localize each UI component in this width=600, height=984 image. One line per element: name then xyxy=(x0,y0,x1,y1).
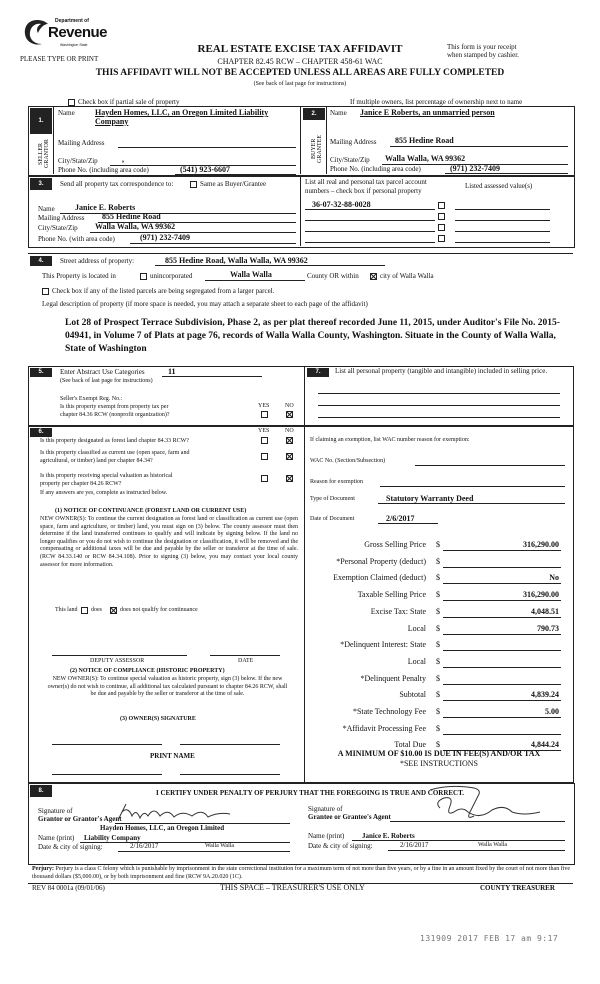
form-revision: REV 84 0001a (09/01/06) xyxy=(32,884,105,892)
street-address-value[interactable]: 855 Hedine Road, Walla Walla, WA 99362 xyxy=(165,256,308,265)
buyer-phone-label: Phone No. (including area code) xyxy=(330,165,421,173)
section-4-number: 4. xyxy=(30,256,52,266)
treasurer-space-label: THIS SPACE – TREASURER'S USE ONLY xyxy=(220,883,365,892)
parcel-1-personal-checkbox[interactable] xyxy=(438,202,445,209)
form-chapter: CHAPTER 82.45 RCW – CHAPTER 458-61 WAC xyxy=(217,57,383,66)
forest-land-yes-checkbox[interactable] xyxy=(261,437,268,444)
parcel-1-value[interactable]: 36-07-32-88-0028 xyxy=(312,200,371,209)
partial-sale-checkbox[interactable] xyxy=(68,99,75,106)
perjury-label: Perjury: xyxy=(32,866,54,872)
answers-note: If any answers are yes, complete as instructed below. xyxy=(40,490,168,496)
forest-land-no-checkbox[interactable] xyxy=(286,437,293,444)
exempt-question-1: Is this property exempt from property tax per xyxy=(60,404,169,410)
minimum-due-note: A MINIMUM OF $10.00 IS DUE IN FEE(S) AND/OR TAX xyxy=(337,749,541,758)
seller-name-1[interactable]: Hayden Homes, LLC, an Oregon Limited Liability xyxy=(95,108,269,117)
grantee-date-city-label: Date & city of signing: xyxy=(308,842,373,850)
fee-dollar-sign: $ xyxy=(436,707,440,716)
legal-description-label: Legal description of property (if more space is needed, you may attach a separate sheet to each page of the affidavit) xyxy=(42,300,368,308)
assessed-header: Listed assessed value(s) xyxy=(465,182,533,190)
notice-continuance-title: (1) NOTICE OF CONTINUANCE (FOREST LAND OR CURRENT USE) xyxy=(55,508,247,514)
send-correspondence-label: Send all property tax correspondence to: xyxy=(60,180,174,188)
fee-dollar-sign: $ xyxy=(436,540,440,549)
logo-dept-text: Department of xyxy=(55,18,89,24)
tax-phone-label: Phone No. (with area code) xyxy=(38,235,115,243)
located-in-label: This Property is located in xyxy=(42,272,116,280)
parcel-header-2: numbers – check box if personal property xyxy=(305,187,422,195)
county-value[interactable]: Walla Walla xyxy=(230,270,272,279)
fee-value[interactable]: No xyxy=(549,573,559,583)
grantor-signature[interactable] xyxy=(112,802,262,824)
multi-owner-note: If multiple owners, list percentage of ownership next to name xyxy=(350,98,523,106)
tax-mailing-label: Mailing Address xyxy=(38,214,85,222)
grantor-sig-label-2: Grantor or Grantor's Agent xyxy=(38,815,122,823)
type-or-print: PLEASE TYPE OR PRINT xyxy=(20,55,99,63)
fee-dollar-sign: $ xyxy=(436,590,440,600)
current-use-question-1: Is this property classified as current use (open space, farm and xyxy=(40,450,190,456)
grantor-sig-label-1: Signature of xyxy=(38,807,73,815)
grantor-date-value[interactable]: 2/16/2017 xyxy=(130,842,159,850)
parcel-4-personal-checkbox[interactable] xyxy=(438,235,445,242)
segregated-checkbox[interactable] xyxy=(42,288,49,295)
print-name-label: PRINT NAME xyxy=(150,752,195,760)
fee-label: Gross Selling Price xyxy=(364,540,426,549)
grantor-city-value[interactable]: Walla Walla xyxy=(205,843,235,849)
document-type-value[interactable]: Statutory Warranty Deed xyxy=(386,494,474,503)
seller-phone-label: Phone No. (including area code) xyxy=(58,166,149,174)
tax-name-value[interactable]: Janice E. Roberts xyxy=(75,203,136,212)
abstract-categories-note: (See back of last page for instructions) xyxy=(60,378,153,384)
fee-label: *State Technology Fee xyxy=(352,707,426,716)
abstract-categories-label: Enter Abstract Use Categories xyxy=(60,368,145,376)
fee-dollar-sign: $ xyxy=(436,656,440,666)
segregated-label: Check box if any of the listed parcels are being segregated from a larger parcel. xyxy=(52,287,275,295)
historic-yes-checkbox[interactable] xyxy=(261,475,268,482)
fee-value[interactable]: 5.00 xyxy=(545,707,559,716)
form-warning: THIS AFFIDAVIT WILL NOT BE ACCEPTED UNLESS ALL AREAS ARE FULLY COMPLETED xyxy=(95,68,505,78)
fee-value[interactable]: 4,844.24 xyxy=(531,740,559,750)
document-date-value[interactable]: 2/6/2017 xyxy=(386,514,415,523)
grantor-name-1[interactable]: Hayden Homes, LLC, an Oregon Limited xyxy=(100,824,225,832)
tax-city-label: City/State/Zip xyxy=(38,224,78,232)
unincorporated-checkbox[interactable] xyxy=(140,273,147,280)
buyer-name-label: Name xyxy=(330,109,347,117)
exempt-no-header: NO xyxy=(285,403,294,409)
receipt-note-1: This form is your receipt xyxy=(447,43,517,51)
land-does-checkbox[interactable] xyxy=(81,607,88,614)
reason-exemption-label: Reason for exemption xyxy=(310,479,363,485)
document-date-label: Date of Document xyxy=(310,516,355,522)
parcel-3-personal-checkbox[interactable] xyxy=(438,224,445,231)
fee-dollar-sign: $ xyxy=(436,740,440,750)
parcel-2-personal-checkbox[interactable] xyxy=(438,213,445,220)
section6-no-header: NO xyxy=(285,428,294,434)
fee-value[interactable]: 316,290.00 xyxy=(523,590,559,600)
receipt-note-2: when stamped by cashier. xyxy=(447,51,519,59)
grantee-date-value[interactable]: 2/16/2017 xyxy=(400,841,429,849)
fee-label: Local xyxy=(407,656,426,666)
grantor-name-print-label: Name (print) xyxy=(38,834,75,842)
buyer-city-label: City/State/Zip xyxy=(330,156,370,164)
assessor-date-label: DATE xyxy=(238,658,254,664)
fee-label: Exemption Claimed (deduct) xyxy=(333,573,426,583)
notice-compliance-text: NEW OWNER(S): To continue special valuation as historic property, sign (3) below. If the new owner(s) do not wish to continue, all additional tax calculated pursuant to chapter 84.26 RCW, shall be due and payable by the seller or transferor at the time of sale. xyxy=(47,676,288,698)
see-instructions-note: *SEE INSTRUCTIONS xyxy=(399,759,478,768)
fee-value[interactable]: 316,290.00 xyxy=(523,540,559,549)
unincorporated-label: unincorporated xyxy=(150,272,193,280)
document-type-label: Type of Document xyxy=(310,496,355,502)
seller-phone-value[interactable]: (541) 923-6607 xyxy=(180,165,230,174)
fee-label: Total Due xyxy=(394,740,426,750)
buyer-grantee-label: BUYER GRANTEE xyxy=(311,135,323,163)
section6-yes-header: YES xyxy=(258,428,270,434)
street-address-label: Street address of property: xyxy=(60,257,135,265)
fee-label: Local xyxy=(407,623,426,633)
buyer-mailing-label: Mailing Address xyxy=(330,138,377,146)
tax-name-label: Name xyxy=(38,205,55,213)
grantee-name-value[interactable]: Janice E. Roberts xyxy=(362,832,415,840)
see-back-instructions: (See back of last page for instructions) xyxy=(253,81,347,87)
section-6-number: 6. xyxy=(30,428,52,437)
fee-label: Excise Tax: State xyxy=(370,606,426,616)
received-stamp: 131909 2017 FEB 17 am 9:17 xyxy=(420,934,559,943)
same-as-buyer-label: Same as Buyer/Grantee xyxy=(200,180,267,188)
fee-dollar-sign: $ xyxy=(436,573,440,583)
parcel-header-1: List all real and personal tax parcel account xyxy=(305,178,427,186)
fee-dollar-sign: $ xyxy=(436,606,440,616)
tax-city-value[interactable]: Walla Walla, WA 99362 xyxy=(95,222,176,231)
fee-value[interactable]: 4,048.51 xyxy=(531,606,559,616)
fee-label: *Delinquent Penalty xyxy=(360,673,426,683)
grantee-sig-label-2: Grantee or Grantee's Agent xyxy=(308,813,391,821)
grantor-name-2[interactable]: Liability Company xyxy=(84,834,141,842)
section-8-number: 8. xyxy=(30,785,52,797)
land-does-not-option: does not qualify for continuance xyxy=(120,607,198,613)
grantee-signature[interactable] xyxy=(400,782,550,832)
logo-state-text: Washington State xyxy=(60,43,88,47)
legal-description-value[interactable]: Lot 28 of Prospect Terrace Subdivision, Phase 2, as per plat thereof recorded June 11, 2015, under Auditor's File No. 2015-04941, in Volume 7 of Plats at page 76, records of Walla Walla County, Washington. Situate in the County of Walla Walla, State of Washington xyxy=(65,318,560,354)
fee-value[interactable]: 790.73 xyxy=(537,623,559,633)
seller-exempt-reg-label: Seller's Exempt Reg. No.: xyxy=(60,396,123,402)
section-1-number: 1. xyxy=(30,108,52,134)
wac-label: WAC No. (Section/Subsection) xyxy=(310,458,386,464)
grantor-date-city-label: Date & city of signing: xyxy=(38,843,103,851)
fee-dollar-sign: $ xyxy=(436,623,440,633)
city-of-label: city of Walla Walla xyxy=(380,272,434,280)
fee-dollar-sign: $ xyxy=(436,723,440,733)
seller-name-label: Name xyxy=(58,109,75,117)
fee-label: Subtotal xyxy=(399,690,426,700)
land-does-option: does xyxy=(91,607,102,613)
county-or-within-label: County OR within xyxy=(307,272,359,280)
fee-dollar-sign: $ xyxy=(436,640,440,650)
current-use-yes-checkbox[interactable] xyxy=(261,453,268,460)
fee-label: *Delinquent Interest: State xyxy=(340,640,426,650)
logo-main-text: Revenue xyxy=(48,24,108,41)
fee-dollar-sign: $ xyxy=(436,690,440,700)
seller-grantor-label: SELLER GRANTOR xyxy=(38,139,50,169)
grantee-city-value[interactable]: Walla Walla xyxy=(478,842,508,848)
grantee-sig-label-1: Signature of xyxy=(308,805,343,813)
notice-compliance-title: (2) NOTICE OF COMPLIANCE (HISTORIC PROPERTY) xyxy=(70,668,225,674)
fee-label: Taxable Selling Price xyxy=(357,590,426,600)
tax-phone-value[interactable]: (971) 232-7409 xyxy=(140,233,190,242)
seller-city-label: City/State/Zip xyxy=(58,157,98,165)
fee-value[interactable]: 4,839.24 xyxy=(531,690,559,700)
land-does-not-checkbox[interactable] xyxy=(110,607,117,614)
certify-statement: I CERTIFY UNDER PENALTY OF PERJURY THAT THE FOREGOING IS TRUE AND CORRECT. xyxy=(155,789,464,797)
current-use-question-2: agricultural, or timber) land per chapter 84.34? xyxy=(40,458,153,464)
historic-no-checkbox[interactable] xyxy=(286,475,293,482)
buyer-mailing-value[interactable]: 855 Hedine Road xyxy=(395,136,454,145)
exempt-no-checkbox[interactable] xyxy=(286,411,293,418)
perjury-statement xyxy=(32,866,572,881)
seller-mailing-label: Mailing Address xyxy=(58,139,105,147)
perjury-text: Perjury is a class C felony which is punishable by imprisonment in the state correctional institution for a maximum term of not more than five years, or by a fine in an amount fixed by the court of not more than five thousand dollars ($5,000.00), or by both imprisonment and fine (RCW 9A.20.020 (1C). xyxy=(32,866,571,880)
fee-dollar-sign: $ xyxy=(436,556,440,566)
seller-city-value[interactable]: , xyxy=(122,155,124,164)
section-3-number: 3. xyxy=(30,178,52,190)
fee-dollar-sign: $ xyxy=(436,673,440,683)
exempt-yes-checkbox[interactable] xyxy=(261,411,268,418)
seller-name-2[interactable]: Company xyxy=(95,117,129,126)
grantee-name-print-label: Name (print) xyxy=(308,832,345,840)
current-use-no-checkbox[interactable] xyxy=(286,453,293,460)
historic-question-2: property per chapter 84.26 RCW? xyxy=(40,481,122,487)
abstract-categories-value[interactable]: 11 xyxy=(168,367,176,376)
buyer-city-value[interactable]: Walla Walla, WA 99362 xyxy=(385,154,466,163)
land-does-label: This land xyxy=(55,607,78,613)
form-title: REAL ESTATE EXCISE TAX AFFIDAVIT xyxy=(197,43,403,55)
buyer-name-value[interactable]: Janice E Roberts, an unmarried person xyxy=(360,108,495,117)
owner-signature-label: (3) OWNER(S) SIGNATURE xyxy=(120,716,196,722)
personal-property-label: List all personal property (tangible and intangible) included in selling price. xyxy=(335,367,548,375)
exemption-label: If claiming an exemption, list WAC number reason for exemption: xyxy=(310,437,470,443)
county-treasurer-label: COUNTY TREASURER xyxy=(480,884,555,892)
section-7-number: 7. xyxy=(307,368,329,377)
notice-continuance-text: NEW OWNER(S): To continue the current designation as forest land or classification as current use (open space, farm and agriculture, or timber) land, you must sign on (3) below. The county assessor must then determine if the land transferred continues to qualify and will indicate by signing below. If the land no longer qualifies or you do not wish to continue the designation or classification, it will be removed and the compensating or additional taxes will be due and payable by the seller or transferor at the time of sale. (RCW 84.33.140 or RCW 84.34.108). Prior to signing (3) below, you may contact your local county assessor for more information. xyxy=(40,516,298,568)
historic-question-1: Is this property receiving special valuation as historical xyxy=(40,473,173,479)
same-as-buyer-checkbox[interactable] xyxy=(190,181,197,188)
exempt-yes-header: YES xyxy=(258,403,270,409)
forest-land-question: Is this property designated as forest land chapter 84.33 RCW? xyxy=(40,438,189,444)
fee-label: *Personal Property (deduct) xyxy=(336,556,426,566)
fee-label: *Affidavit Processing Fee xyxy=(342,723,426,733)
exempt-question-2: chapter 84.36 RCW (nonprofit organization)? xyxy=(60,412,170,418)
buyer-phone-value[interactable]: (971) 232-7409 xyxy=(450,164,500,173)
section-2-number: 2. xyxy=(303,108,325,120)
dor-logo xyxy=(22,16,108,50)
section-5-number: 5. xyxy=(30,368,52,377)
tax-mailing-value[interactable]: 855 Hedine Road xyxy=(102,212,161,221)
deputy-assessor-label: DEPUTY ASSESSOR xyxy=(90,658,145,664)
within-city-checkbox[interactable] xyxy=(370,273,377,280)
partial-sale-label: Check box if partial sale of property xyxy=(78,98,180,106)
